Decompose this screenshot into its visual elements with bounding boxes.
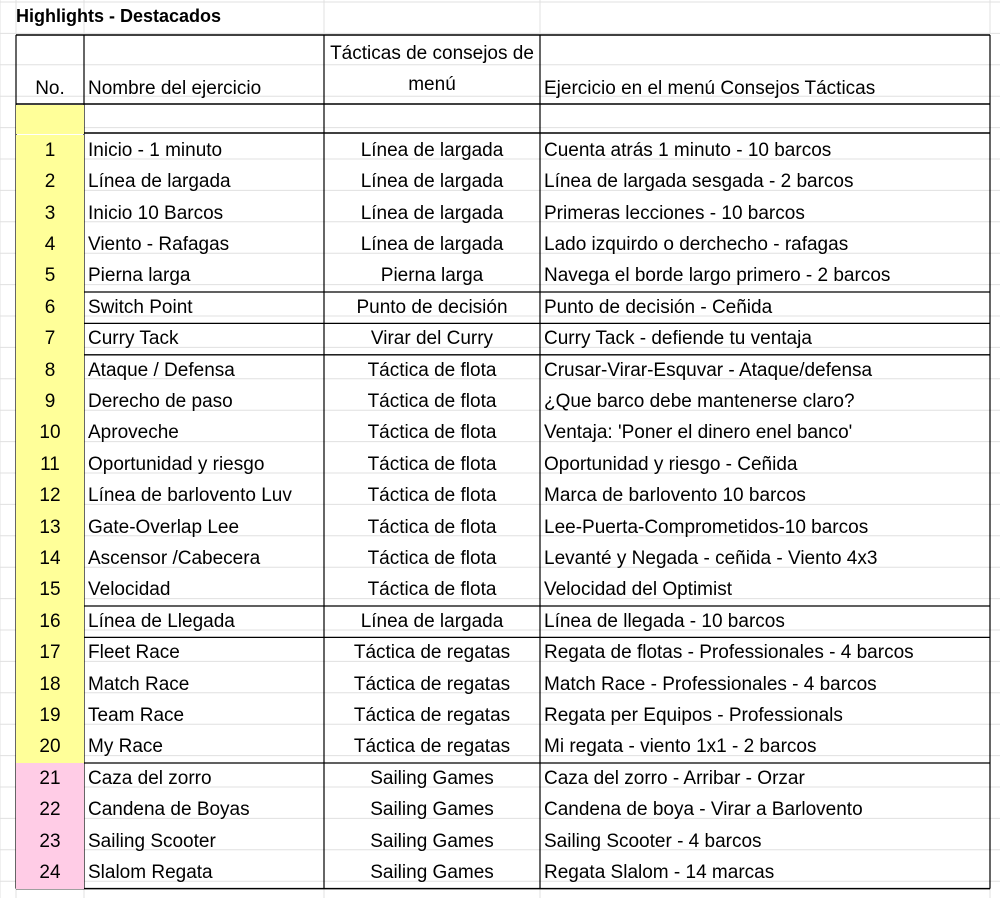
exercise-name[interactable]: Ascensor /Cabecera bbox=[88, 547, 261, 569]
exercise-description[interactable]: Regata de flotas - Professionales - 4 barcos bbox=[544, 642, 914, 664]
tactic-category[interactable]: Línea de largada bbox=[360, 171, 504, 193]
exercise-description[interactable]: Match Race - Professionales - 4 barcos bbox=[544, 673, 877, 695]
blank-no-cell[interactable] bbox=[16, 105, 84, 134]
exercise-description[interactable]: Velocidad del Optimist bbox=[544, 579, 732, 601]
header-no[interactable]: No. bbox=[35, 78, 65, 100]
tactic-category[interactable]: Línea de largada bbox=[360, 610, 504, 632]
tactic-category[interactable]: Pierna larga bbox=[380, 265, 484, 287]
tactic-category[interactable]: Táctica de flota bbox=[367, 579, 497, 601]
row-number[interactable]: 17 bbox=[16, 637, 84, 668]
exercise-name[interactable]: Gate-Overlap Lee bbox=[88, 516, 240, 538]
row-number[interactable]: 15 bbox=[16, 575, 84, 606]
row-number[interactable]: 22 bbox=[16, 794, 84, 825]
tactic-category[interactable]: Táctica de flota bbox=[367, 422, 497, 444]
exercise-name[interactable]: Línea de Llegada bbox=[88, 610, 235, 632]
exercise-name[interactable]: Curry Tack bbox=[88, 328, 179, 350]
row-number[interactable]: 14 bbox=[16, 543, 84, 574]
row-number[interactable]: 24 bbox=[16, 857, 84, 888]
tactic-category[interactable]: Línea de largada bbox=[360, 202, 504, 224]
header-tactic[interactable]: Tácticas de consejos de menú bbox=[330, 43, 534, 95]
exercise-description[interactable]: ¿Que barco debe mantenerse claro? bbox=[544, 390, 855, 412]
tactic-category[interactable]: Virar del Curry bbox=[370, 328, 494, 350]
exercise-description[interactable]: Marca de barlovento 10 barcos bbox=[544, 485, 806, 507]
row-number[interactable]: 11 bbox=[16, 449, 84, 480]
exercise-description[interactable]: Línea de llegada - 10 barcos bbox=[544, 610, 785, 632]
tactic-category[interactable]: Táctica de flota bbox=[367, 516, 497, 538]
exercise-description[interactable]: Regata per Equipos - Professionals bbox=[544, 704, 843, 726]
tactic-category[interactable]: Táctica de flota bbox=[367, 359, 497, 381]
exercise-name[interactable]: Oportunidad y riesgo bbox=[88, 453, 265, 475]
exercise-description[interactable]: Caza del zorro - Arribar - Orzar bbox=[544, 767, 805, 789]
header-exercise[interactable]: Ejercicio en el menú Consejos Tácticas bbox=[544, 78, 876, 100]
tactic-category[interactable]: Punto de decisión bbox=[356, 296, 508, 318]
tactic-category[interactable]: Línea de largada bbox=[360, 233, 504, 255]
tactic-category[interactable]: Táctica de regatas bbox=[353, 642, 511, 664]
exercise-name[interactable]: Línea de largada bbox=[88, 171, 231, 193]
exercise-name[interactable]: Línea de barlovento Luv bbox=[88, 485, 292, 507]
header-name[interactable]: Nombre del ejercicio bbox=[88, 78, 262, 100]
row-number[interactable]: 12 bbox=[16, 480, 84, 511]
exercise-description[interactable]: Punto de decisión - Ceñida bbox=[544, 296, 773, 318]
row-number[interactable]: 3 bbox=[16, 198, 84, 229]
row-number[interactable]: 10 bbox=[16, 418, 84, 449]
exercise-description[interactable]: Primeras lecciones - 10 barcos bbox=[544, 202, 805, 224]
row-number[interactable]: 5 bbox=[16, 261, 84, 292]
exercise-description[interactable]: Ventaja: 'Poner el dinero enel banco' bbox=[544, 422, 853, 444]
exercise-name[interactable]: Slalom Regata bbox=[88, 861, 213, 883]
exercise-name[interactable]: Sailing Scooter bbox=[88, 830, 216, 852]
exercise-description[interactable]: Curry Tack - defiende tu ventaja bbox=[544, 328, 812, 350]
row-number[interactable]: 7 bbox=[16, 323, 84, 354]
exercise-description[interactable]: Lee-Puerta-Comprometidos-10 barcos bbox=[544, 516, 869, 538]
row-number[interactable]: 9 bbox=[16, 386, 84, 417]
exercise-name[interactable]: Candena de Boyas bbox=[88, 799, 250, 821]
exercise-name[interactable]: Switch Point bbox=[88, 296, 193, 318]
tactic-category[interactable]: Táctica de regatas bbox=[353, 736, 511, 758]
tactic-category[interactable]: Táctica de regatas bbox=[353, 704, 511, 726]
exercise-name[interactable]: Inicio - 1 minuto bbox=[88, 139, 223, 161]
exercise-name[interactable]: Velocidad bbox=[88, 579, 171, 601]
row-number[interactable]: 8 bbox=[16, 355, 84, 386]
row-number[interactable]: 16 bbox=[16, 606, 84, 637]
exercise-name[interactable]: Aproveche bbox=[88, 422, 179, 444]
exercise-description[interactable]: Crusar-Virar-Esquvar - Ataque/defensa bbox=[544, 359, 873, 381]
row-number[interactable]: 19 bbox=[16, 700, 84, 731]
exercise-description[interactable]: Navega el borde largo primero - 2 barcos bbox=[544, 265, 891, 287]
row-number[interactable]: 13 bbox=[16, 512, 84, 543]
exercise-name[interactable]: Ataque / Defensa bbox=[88, 359, 235, 381]
exercise-description[interactable]: Mi regata - viento 1x1 - 2 barcos bbox=[544, 736, 817, 758]
row-number[interactable]: 23 bbox=[16, 826, 84, 857]
exercise-name[interactable]: Inicio 10 Barcos bbox=[88, 202, 224, 224]
exercise-description[interactable]: Candena de boya - Virar a Barlovento bbox=[544, 799, 863, 821]
exercise-description[interactable]: Levanté y Negada - ceñida - Viento 4x3 bbox=[544, 547, 878, 569]
exercise-description[interactable]: Oportunidad y riesgo - Ceñida bbox=[544, 453, 798, 475]
exercise-name[interactable]: Match Race bbox=[88, 673, 190, 695]
exercise-name[interactable]: Pierna larga bbox=[88, 265, 191, 287]
exercise-description[interactable]: Sailing Scooter - 4 barcos bbox=[544, 830, 762, 852]
row-number[interactable]: 18 bbox=[16, 669, 84, 700]
tactic-category[interactable]: Táctica de flota bbox=[367, 547, 497, 569]
tactic-category[interactable]: Táctica de flota bbox=[367, 453, 497, 475]
tactic-category[interactable]: Táctica de regatas bbox=[353, 673, 511, 695]
exercise-name[interactable]: Caza del zorro bbox=[88, 767, 212, 789]
tactic-category[interactable]: Sailing Games bbox=[370, 830, 494, 852]
row-number[interactable]: 6 bbox=[16, 292, 84, 323]
exercise-name[interactable]: Viento - Rafagas bbox=[88, 233, 230, 255]
exercise-name[interactable]: My Race bbox=[88, 736, 163, 758]
tactic-category[interactable]: Línea de largada bbox=[360, 139, 504, 161]
exercise-description[interactable]: Línea de largada sesgada - 2 barcos bbox=[544, 171, 854, 193]
tactic-category[interactable]: Sailing Games bbox=[370, 799, 494, 821]
tactic-category[interactable]: Sailing Games bbox=[370, 861, 494, 883]
exercise-name[interactable]: Team Race bbox=[88, 704, 185, 726]
sheet-title[interactable]: Highlights - Destacados bbox=[16, 6, 222, 26]
row-number[interactable]: 21 bbox=[16, 763, 84, 794]
exercise-description[interactable]: Cuenta atrás 1 minuto - 10 barcos bbox=[544, 139, 832, 161]
row-number[interactable]: 20 bbox=[16, 732, 84, 763]
exercise-description[interactable]: Lado izquirdo o derchecho - rafagas bbox=[544, 233, 849, 255]
exercise-name[interactable]: Fleet Race bbox=[88, 642, 180, 664]
row-number[interactable]: 1 bbox=[16, 135, 84, 166]
exercise-name[interactable]: Derecho de paso bbox=[88, 390, 233, 412]
exercise-description[interactable]: Regata Slalom - 14 marcas bbox=[544, 861, 775, 883]
row-number[interactable]: 4 bbox=[16, 229, 84, 260]
row-number[interactable]: 2 bbox=[16, 166, 84, 197]
tactic-category[interactable]: Táctica de flota bbox=[367, 390, 497, 412]
tactic-category[interactable]: Sailing Games bbox=[370, 767, 494, 789]
tactic-category[interactable]: Táctica de flota bbox=[367, 485, 497, 507]
